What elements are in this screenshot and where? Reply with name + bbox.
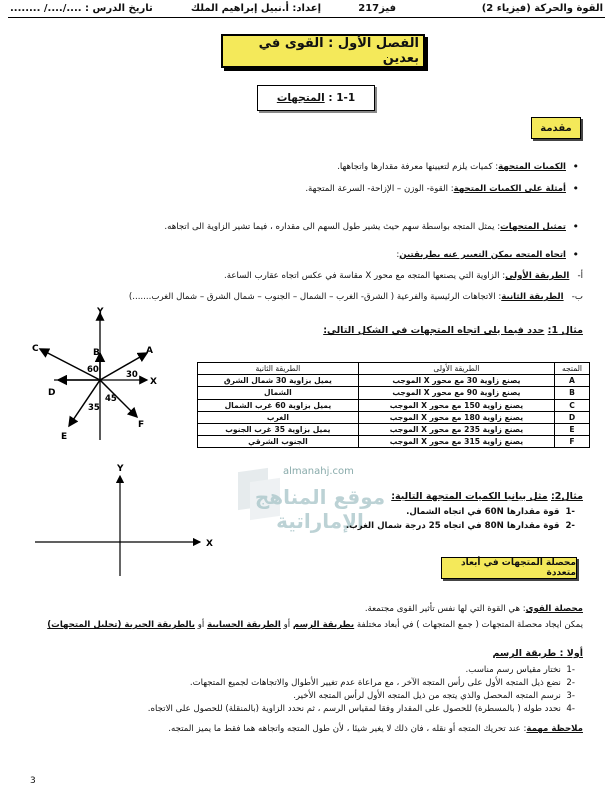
angle-30: 30 — [126, 370, 138, 380]
table-cell: يصنع زاوية 150 مع محور X الموجب — [358, 399, 554, 411]
drawing-method-title: أولا : طريقة الرسم — [492, 648, 583, 659]
intro-badge: مقدمة — [531, 117, 581, 139]
table-cell: الشمال — [198, 387, 359, 399]
table-cell: يميل بزاوية 35 غرب الجنوب — [198, 423, 359, 435]
drawing-step: -4 نحدد طوله ( بالمسطرة) للحصول على المقدار وفقا لمقياس الرسم ، ثم نحدد الزاوية (بالمنقلة) للحصول على الاتجاه. — [147, 704, 575, 714]
label-b: B — [93, 348, 100, 358]
drawing-step: -2 نضع ذيل المتجه الأول على رأس المتجه الآخر ، مع مراعاة عدم تغيير الأطوال والاتجاهات لجميع المتجهات. — [189, 678, 575, 688]
resultant-badge: محصلة المتجهات في أبعاد متعددة — [441, 557, 577, 579]
label-d: D — [48, 388, 56, 398]
table-header-row — [198, 363, 590, 375]
resultant-methods: يمكن ايجاد محصلة المتجهات ( جمع المتجهات ) في أبعاد مختلفة بطريقة الرسم أو الطريقة الحسابية أو بالطريقة الجبرية (تحليل المتجهات) — [47, 620, 583, 630]
label-e: E — [61, 432, 68, 442]
table-cell: يصنع زاوية 315 مع محور X الموجب — [358, 436, 554, 448]
table-header: المتجه — [555, 363, 590, 375]
angle-60: 60 — [87, 365, 99, 375]
table-row — [198, 411, 590, 423]
section-name: المتجهات — [276, 92, 325, 104]
table-cell: الغرب — [198, 411, 359, 423]
course-title: القوة والحركة (فيزياء 2) — [481, 3, 603, 14]
table-cell: F — [555, 436, 590, 448]
table-cell: الجنوب الشرقي — [198, 436, 359, 448]
table-row — [198, 436, 590, 448]
example2-item: -1 قوة مقدارها 60N في اتجاه الشمال. — [406, 507, 575, 517]
resultant-definition: محصلة القوى: هي القوة التي لها نفس تأثير القوى مجتمعة. — [364, 604, 583, 614]
method-second: ب- الطريقة الثانية: الاتجاهات الرئيسية والفرعية ( الشرق- الغرب – الشمال – الجنوب – شمال الشرق – شمال الغرب.......) — [128, 292, 583, 302]
section-number: 1-1 : — [328, 92, 356, 104]
drawing-step: -3 نرسم المتجه المحصل والذي يتجه من ذيل المتجه الأول لرأس المتجه الأخير. — [293, 691, 575, 701]
angle-45: 45 — [105, 394, 117, 404]
table-cell: يصنع زاوية 235 مع محور X الموجب — [358, 423, 554, 435]
label-a: A — [146, 346, 153, 356]
x-label: X — [150, 377, 157, 387]
example2-heading: مثال2: مثل بيانيا الكميات المتجهة التالية: — [391, 491, 583, 502]
table-cell: E — [555, 423, 590, 435]
label-c: C — [32, 344, 39, 354]
page-number: 3 — [30, 776, 36, 786]
table-row — [198, 423, 590, 435]
watermark-text: موقع المناهج الإماراتية — [254, 485, 386, 533]
table-header: الطريقة الثانية — [198, 363, 359, 375]
table-cell: يصنع زاوية 30 مع محور X الموجب — [358, 375, 554, 387]
section-title — [257, 85, 375, 111]
header-divider — [8, 17, 605, 18]
table-cell: يصنع زاوية 90 مع محور X الموجب — [358, 387, 554, 399]
table-cell: D — [555, 411, 590, 423]
table-cell: يصنع زاوية 180 مع محور X الموجب — [358, 411, 554, 423]
table-row — [198, 375, 590, 387]
y-label: Y — [117, 464, 124, 474]
bullet-vector-quantities: • الكميات المتجهة: كميات يلزم لتعيينها معرفة مقدارها واتجاهها. — [337, 161, 566, 173]
example2-item: -2 قوة مقدارها 80N في اتجاه 25 درجة شمال الغرب. — [345, 521, 575, 531]
important-note: ملاحظة مهمة: عند تحريك المتجه أو نقله ، فان ذلك لا يغير شيئا ، لأن طول المتجه واتجاهه هما فقط ما يميز المتجه. — [168, 724, 583, 734]
author: إعداد: أ.نبيل إبراهيم الملك — [190, 3, 321, 14]
bullet-direction-methods: • اتجاه المتجه يمكن التعبير عنه بطريقتين: — [396, 249, 566, 261]
bullet-examples: • أمثلة على الكميات المتجهة: القوة- الوزن – الإزاحة- السرعة المتجهة. — [305, 183, 566, 195]
label-f: F — [138, 420, 145, 430]
table-cell: يميل بزاوية 60 غرب الشمال — [198, 399, 359, 411]
x-label: X — [206, 539, 213, 549]
table-cell: A — [555, 375, 590, 387]
y-label: Y — [97, 307, 104, 317]
lesson-date: تاريخ الدرس : ..../..../ ........ — [10, 3, 153, 14]
table-header: الطريقة الأولى — [358, 363, 554, 375]
example1-heading: مثال 1: حدد فيما يلي اتجاه المتجهات في الشكل التالي: — [323, 325, 583, 336]
method-first: أ- الطريقة الأولى: الزاوية التي يصنعها المتجه مع محور X مقاسة في عكس اتجاه عقارب الساعة. — [223, 271, 583, 281]
drawing-step: -1 نختار مقياس رسم مناسب. — [465, 665, 575, 675]
bullet-representation: • تمثيل المتجهات: يمثل المتجه بواسطة سهم حيث يشير طول السهم الى مقداره ، فيما تشير الزاوية الى اتجاهه. — [164, 221, 566, 233]
vectors-diagram — [22, 305, 172, 445]
table-row — [198, 399, 590, 411]
vector-a — [100, 353, 147, 380]
watermark-domain: almanahj.com — [283, 466, 354, 477]
table-cell: يميل بزاوية 30 شمال الشرق — [198, 375, 359, 387]
directions-table — [197, 362, 590, 448]
chapter-title: الفصل الأول : القوى في بعدين — [221, 34, 425, 68]
example2-axes — [25, 458, 225, 578]
table-row — [198, 387, 590, 399]
angle-35: 35 — [88, 403, 100, 413]
table-cell: B — [555, 387, 590, 399]
course-code: فيز217 — [358, 3, 396, 14]
table-cell: C — [555, 399, 590, 411]
